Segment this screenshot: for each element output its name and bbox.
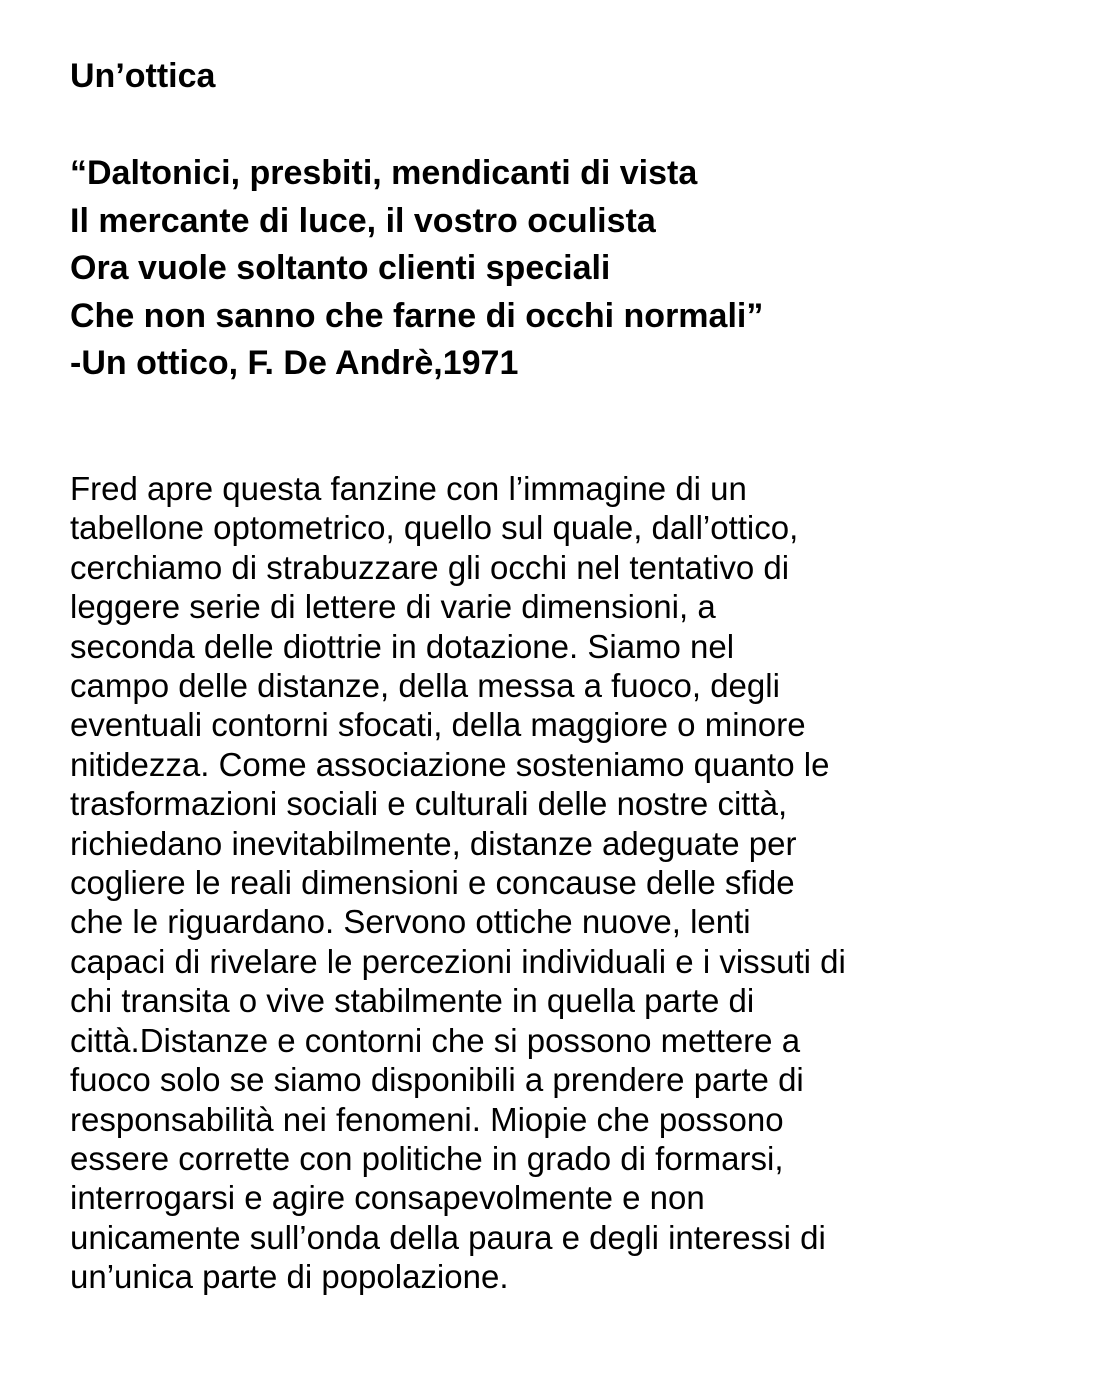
body-line: eventuali contorni sfocati, della maggiore o minore (70, 706, 806, 744)
body-line: cerchiamo di strabuzzare gli occhi nel tentativo di (70, 548, 790, 586)
body-line: città.Distanze e contorni che si possono mettere a (70, 1021, 801, 1059)
epigraph-quote (70, 150, 763, 388)
quote-line: Il mercante di luce, il vostro oculista (70, 201, 656, 240)
body-line: trasformazioni sociali e culturali delle nostre città, (70, 785, 788, 823)
body-line: responsabilità nei fenomeni. Miopie che possono (70, 1100, 784, 1138)
body-paragraph (70, 469, 846, 1297)
body-line: essere corrette con politiche in grado di formarsi, (70, 1139, 784, 1177)
body-line: un’unica parte di popolazione. (70, 1258, 509, 1296)
body-line: leggere serie di lettere di varie dimensioni, a (70, 588, 716, 626)
body-line: seconda delle diottrie in dotazione. Siamo nel (70, 627, 735, 665)
body-line: unicamente sull’onda della paura e degli interessi di (70, 1218, 826, 1256)
body-line: fuoco solo se siamo disponibili a prendere parte di (70, 1061, 804, 1099)
body-line: interrogarsi e agire consapevolmente e non (70, 1179, 705, 1217)
body-line: nitidezza. Come associazione sosteniamo quanto le (70, 745, 830, 783)
body-line: richiedano inevitabilmente, distanze adeguate per (70, 824, 797, 862)
body-line: chi transita o vive stabilmente in quella parte di (70, 982, 755, 1020)
body-line: che le riguardano. Servono ottiche nuove, lenti (70, 903, 751, 941)
body-line: capaci di rivelare le percezioni individuali e i vissuti di (70, 942, 846, 980)
quote-line: Ora vuole soltanto clienti speciali (70, 249, 611, 287)
body-line: Fred apre questa fanzine con l’immagine di un (70, 470, 747, 507)
quote-line: Che non sanno che farne di occhi normali” (70, 296, 764, 335)
body-line: cogliere le reali dimensioni e concause delle sfide (70, 864, 795, 902)
quote-line: “Daltonici, presbiti, mendicanti di vista (70, 154, 698, 192)
body-line: tabellone optometrico, quello sul quale, dall’ottico, (70, 509, 799, 547)
document-title: Un’ottica (70, 57, 216, 95)
body-line: campo delle distanze, della messa a fuoco, degli (70, 667, 780, 705)
quote-attribution: -Un ottico, F. De Andrè,1971 (70, 344, 519, 382)
